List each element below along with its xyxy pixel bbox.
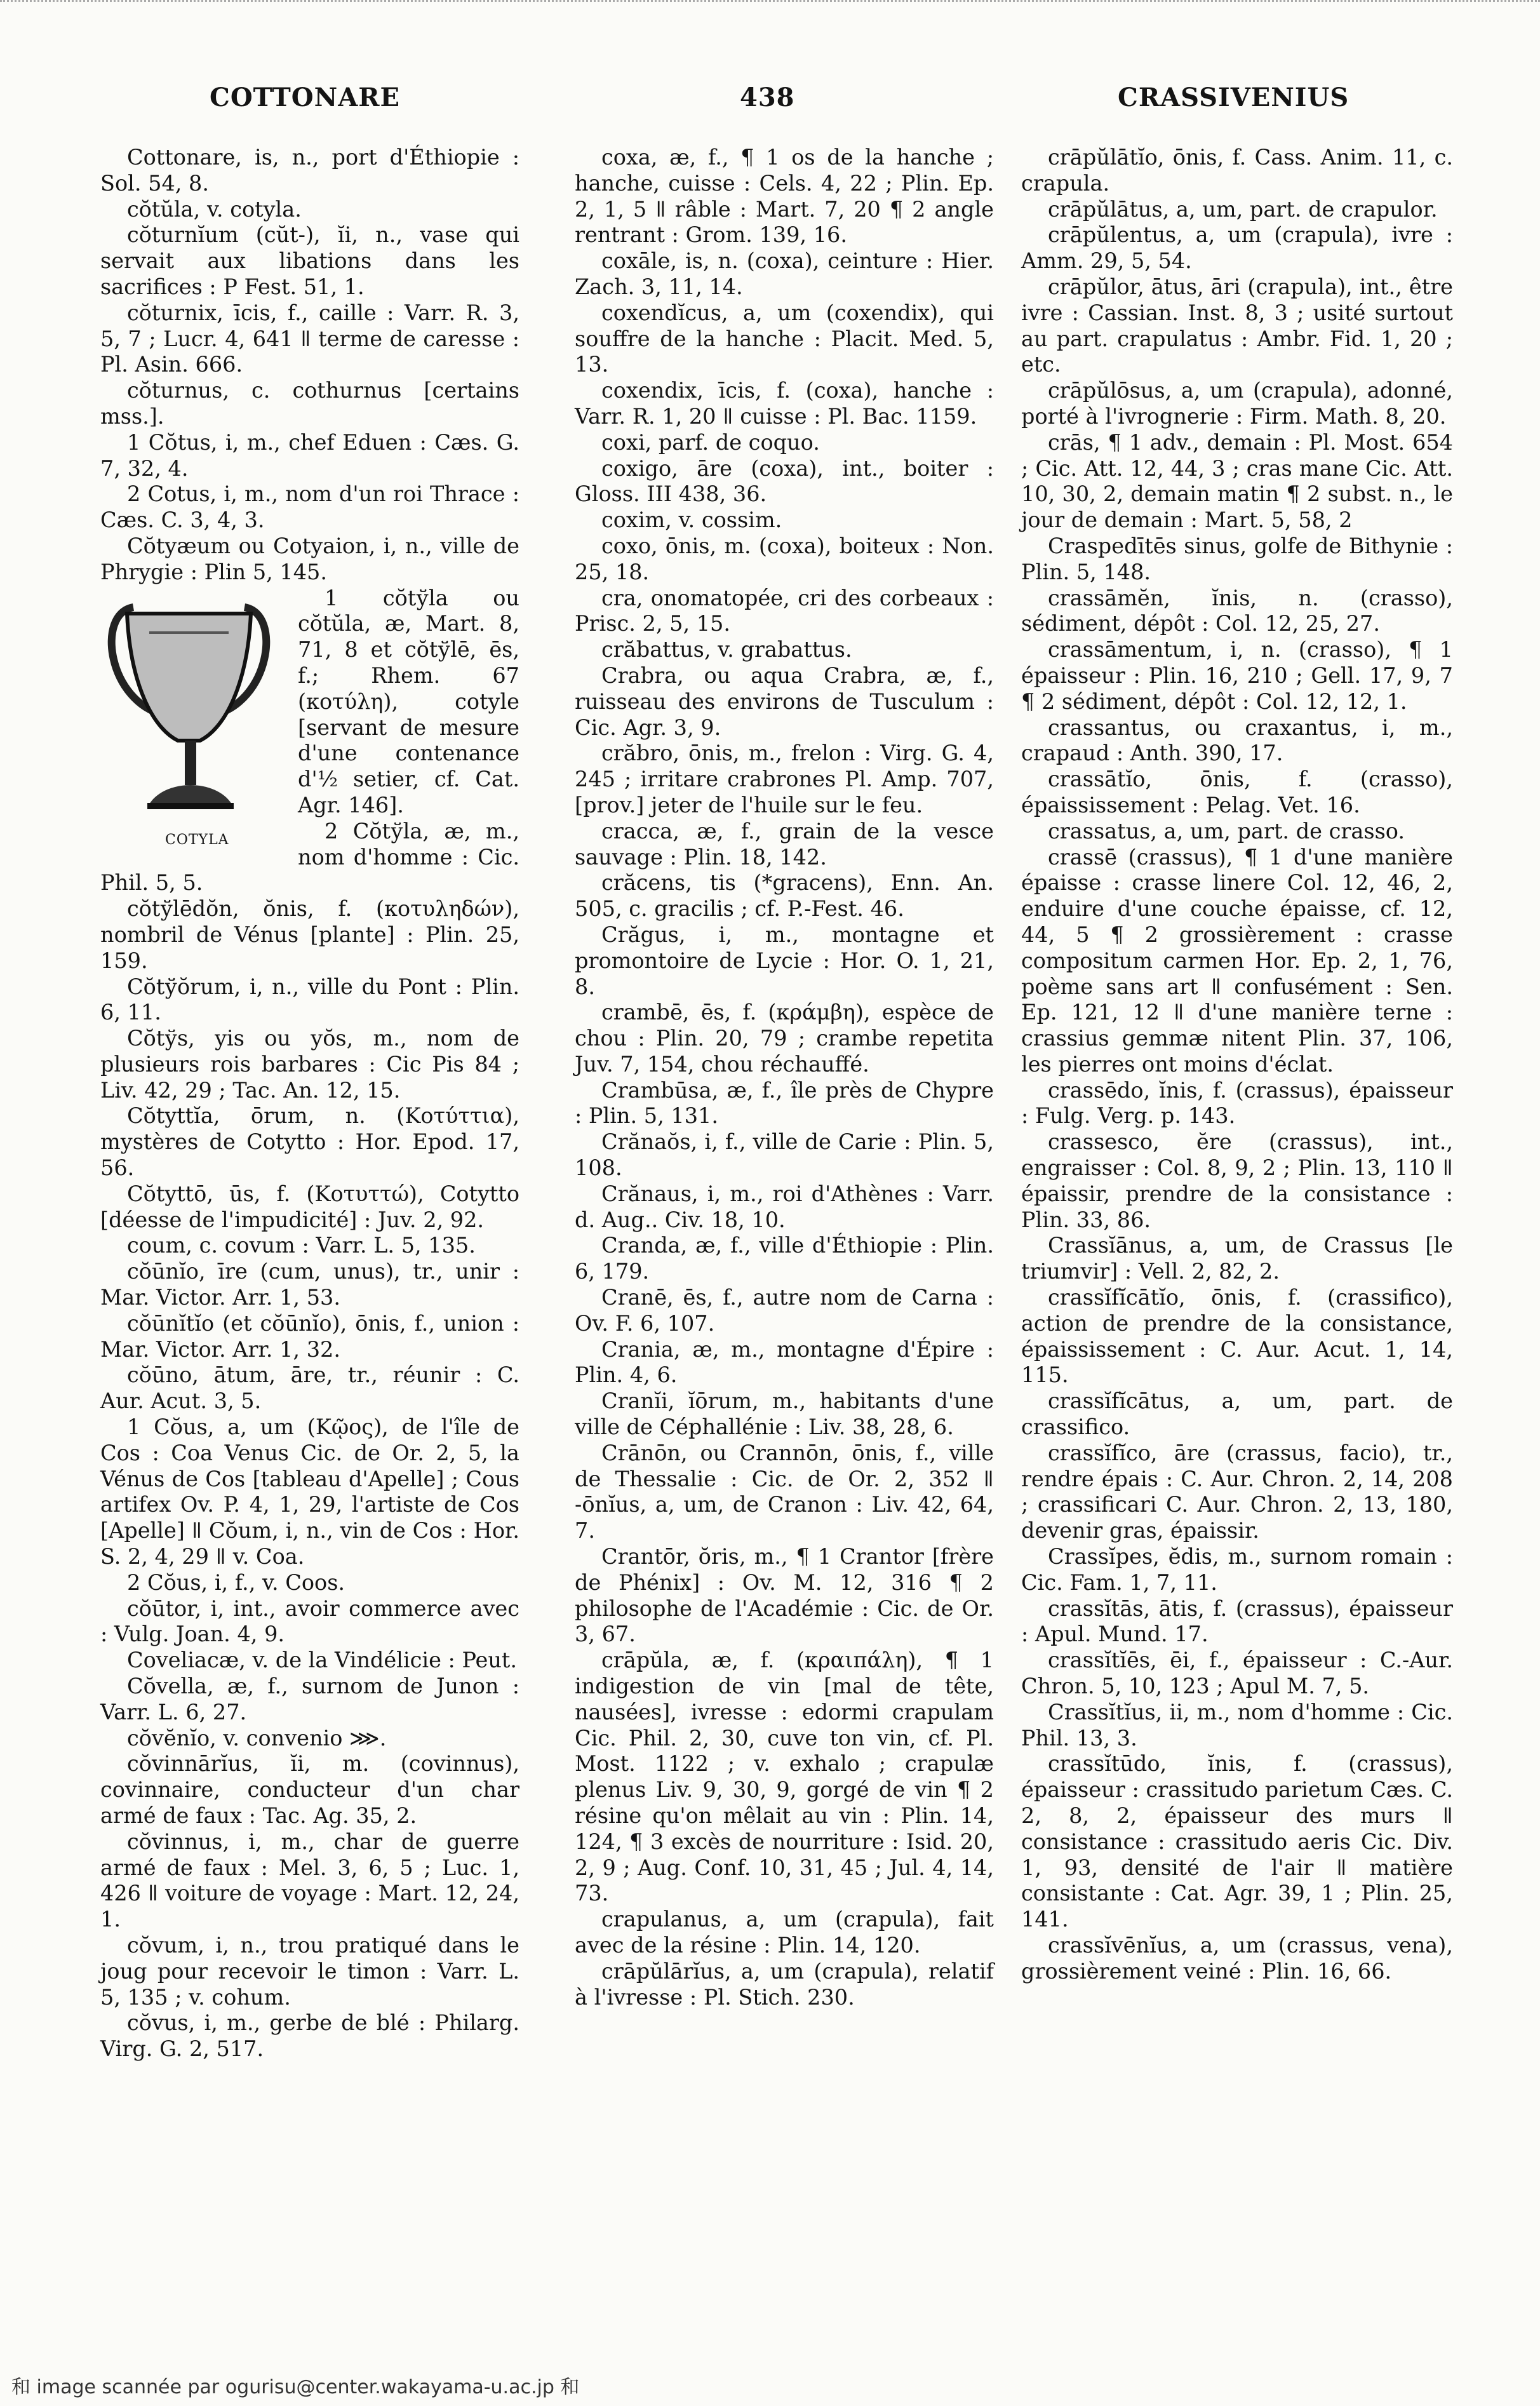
- dict-entry: 1 Cŏus, a, um (Κῷος), de l'île de Cos : Coa Venus Cic. de Or. 2, 5, la Vénus de Cos [tableau d'Apelle] ; Cous artifex Ov. P. 4, 1, 29, l'artiste de Cos [Apelle] ǁ Cŏum, i, n., vin de Cos : Hor. S. 2, 4, 29 ǁ v. Coa.: [100, 1415, 519, 1569]
- dict-entry: crassatus, a, um, part. de crasso.: [1048, 818, 1405, 843]
- dict-entry: cŏvinnus, i, m., char de guerre armé de faux : Mel. 3, 6, 5 ; Luc. 1, 426 ǁ voiture de voyage : Mart. 12, 24, 1.: [100, 1829, 519, 1932]
- dict-entry: coxim, v. cossim.: [601, 507, 782, 533]
- column-2: [575, 145, 994, 2010]
- dict-entry: crāpŭla, æ, f. (κραιπάλη), ¶ 1 indigestion de vin [mal de tête, nausées], ivresse : edormi crapulam Cic. Phil. 2, 30, cuve ton vin, cf. Pl. Most. 1122 ; v. exhalo ; crapulæ plenus Liv. 9, 30, 9, gorgé de vin ¶ 2 résine qu'on mêlait au vin : Plin. 14, 124, ¶ 3 excès de nourriture : Isid. 20, 2, 9 ; Aug. Conf. 10, 31, 45 ; Jul. 4, 14, 73.: [575, 1648, 994, 1906]
- dict-entry: crăcens, tis (*gracens), Enn. An. 505, c. gracilis ; cf. P.-Fest. 46.: [575, 870, 994, 922]
- dict-entry: Cranda, æ, f., ville d'Éthiopie : Plin. 6, 179.: [575, 1233, 994, 1284]
- dict-entry: crāpŭlentus, a, um (crapula), ivre : Amm. 29, 5, 54.: [1021, 222, 1453, 274]
- dict-entry: 1 Cŏtus, i, m., chef Eduen : Cæs. G. 7, 32, 4.: [100, 429, 519, 481]
- dict-entry: 2 Cŏus, i, f., v. Coos.: [127, 1569, 345, 1595]
- dict-entry: Cŏvella, æ, f., surnom de Junon : Varr. L. 6, 27.: [100, 1674, 519, 1724]
- dict-entry: crassĭtās, ātis, f. (crassus), épaisseur : Apul. Mund. 17.: [1021, 1596, 1453, 1647]
- dict-entry: crassēdo, ĭnis, f. (crassus), épaisseur : Fulg. Verg. p. 143.: [1021, 1077, 1453, 1129]
- running-head-left: COTTONARE: [210, 83, 400, 112]
- dict-entry: crassesco, ĕre (crassus), int., engraisser : Col. 8, 9, 2 ; Plin. 13, 110 ǁ épaissir, prendre de la consistance : Plin. 33, 86.: [1021, 1129, 1453, 1232]
- dict-entry: Cŏtyttĭa, ōrum, n. (Κοτύττια), mystères de Cotytto : Hor. Epod. 17, 56.: [100, 1103, 519, 1181]
- dict-entry: Cŏtўs, yis ou yŏs, m., nom de plusieurs rois barbares : Cic Pis 84 ; Liv. 42, 29 ; Tac. An. 12, 15.: [100, 1026, 519, 1103]
- dict-entry: crāpŭlor, ātus, āri (crapula), int., être ivre : Cassian. Inst. 8, 3 ; usité surtout au part. crapulatus : Ambr. Fid. 1, 20 ; etc.: [1021, 274, 1453, 377]
- dict-entry: cŏvinnārĭus, ĭi, m. (covinnus), covinnaire, conducteur d'un char armé de faux : Tac. Ag. 35, 2.: [100, 1751, 519, 1828]
- dict-entry: Cŏtyæum ou Cotyaion, i, n., ville de Phrygie : Plin 5, 145.: [100, 533, 519, 584]
- column-3: [1021, 145, 1453, 1985]
- dict-entry: coum, c. covum : Varr. L. 5, 135.: [127, 1233, 476, 1258]
- dict-entry: crassāmĕn, ĭnis, n. (crasso), sédiment, dépôt : Col. 12, 25, 27.: [1021, 585, 1453, 636]
- dict-entry: Cranĭi, ĭōrum, m., habitants d'une ville de Céphallénie : Liv. 38, 28, 6.: [575, 1388, 994, 1440]
- dict-entry: coxi, parf. de coquo.: [601, 429, 820, 455]
- dict-entry: cŏūno, ātum, āre, tr., réunir : C. Aur. Acut. 3, 5.: [100, 1362, 519, 1414]
- cotyla-illustration: [89, 588, 289, 855]
- dict-entry: crāpŭlātus, a, um, part. de crapulor.: [1048, 196, 1438, 222]
- dict-entry: crambē, ēs, f. (κράμβη), espèce de chou : Plin. 20, 79 ; crambe repetita Juv. 7, 154, chou réchauffé.: [575, 1000, 994, 1077]
- dict-entry: cŏvĕnĭo, v. convenio ⋙.: [127, 1725, 387, 1751]
- dict-entry: crassĭvēnĭus, a, um (crassus, vena), grossièrement veiné : Plin. 16, 66.: [1021, 1932, 1453, 1984]
- scan-credit-footer: 和 image scannée par ogurisu@center.wakayama-u.ac.jp 和: [11, 2376, 580, 2398]
- dict-entry: crassĭtūdo, ĭnis, f. (crassus), épaisseur : crassitudo parietum Cæs. C. 2, 8, 2, épaisseur des murs ǁ consistance : crassitudo aeris Cic. Div. 1, 93, densité de l'air ǁ matière consistante : Cat. Agr. 39, 1 ; Plin. 25, 141.: [1021, 1751, 1453, 1932]
- dict-entry: Crănaŏs, i, f., ville de Carie : Plin. 5, 108.: [575, 1129, 994, 1181]
- dict-entry: Crania, æ, m., montagne d'Épire : Plin. 4, 6.: [575, 1336, 994, 1388]
- dict-entry: Crantōr, ŏris, m., ¶ 1 Crantor [frère de Phénix] : Ov. M. 12, 316 ¶ 2 philosophe de l'Académie : Cic. de Or. 3, 67.: [575, 1544, 994, 1647]
- dict-entry: cŏūtor, i, int., avoir commerce avec : Vulg. Joan. 4, 9.: [100, 1596, 519, 1647]
- dict-entry: 2 Cotus, i, m., nom d'un roi Thrace : Cæs. C. 3, 4, 3.: [100, 481, 519, 533]
- cup-icon: [89, 588, 289, 842]
- column-1: [100, 145, 519, 2062]
- dict-entry: Cŏtyttō, ūs, f. (Κοτυττώ), Cotytto [déesse de l'impudicité] : Juv. 2, 92.: [100, 1181, 519, 1232]
- dict-entry: coxigo, āre (coxa), int., boiter : Gloss. III 438, 36.: [575, 455, 994, 507]
- running-head-right: CRASSIVENIUS: [1118, 83, 1349, 112]
- dict-entry: crăbattus, v. grabattus.: [601, 637, 852, 662]
- dict-entry: cŏturnĭum (cŭt-), ĭi, n., vase qui servait aux libations dans les sacrifices : P Fest. 51, 1.: [100, 222, 519, 299]
- dict-entry: crassāmentum, i, n. (crasso), ¶ 1 épaisseur : Plin. 16, 210 ; Gell. 17, 9, 7 ¶ 2 sédiment, dépôt : Col. 12, 12, 1.: [1021, 637, 1453, 714]
- dict-entry: Cŏtўŏrum, i, n., ville du Pont : Plin. 6, 11.: [100, 974, 519, 1025]
- dict-entry: crāpŭlārĭus, a, um (crapula), relatif à l'ivresse : Pl. Stich. 230.: [575, 1958, 994, 2010]
- page-number: 438: [740, 83, 795, 112]
- dict-entry: coxāle, is, n. (coxa), ceinture : Hier. Zach. 3, 11, 14.: [575, 248, 994, 299]
- dict-entry: 1 cŏtўla ou cŏtŭla, æ, Mart. 8, 71, 8 et cŏtўlē, ēs, f.; Rhem. 67 (κοτύλη), cotyle [servant de mesure d'une contenance d'½ setier, cf. Cat. Agr. 146].: [298, 585, 519, 817]
- dict-entry: cracca, æ, f., grain de la vesce sauvage : Plin. 18, 142.: [575, 818, 994, 870]
- dict-entry: cŏturnus, c. cothurnus [certains mss.].: [100, 378, 519, 429]
- dict-entry: cŏūnĭo, īre (cum, unus), tr., unir : Mar. Victor. Arr. 1, 53.: [100, 1259, 519, 1310]
- dict-entry: crassĭfĭco, āre (crassus, facio), tr., rendre épais : C. Aur. Chron. 2, 14, 208 ; crassificari C. Aur. Chron. 2, 13, 180, devenir gras, épaissir.: [1021, 1440, 1453, 1543]
- dict-entry: cŏturnix, īcis, f., caille : Varr. R. 3, 5, 7 ; Lucr. 4, 641 ǁ terme de caresse : Pl. Asin. 666.: [100, 300, 519, 377]
- dict-entry: coxendĭcus, a, um (coxendix), qui souffre de la hanche : Placit. Med. 5, 13.: [575, 300, 994, 377]
- dict-entry: Cranē, ēs, f., autre nom de Carna : Ov. F. 6, 107.: [575, 1285, 994, 1336]
- dict-entry: coxa, æ, f., ¶ 1 os de la hanche ; hanche, cuisse : Cels. 4, 22 ; Plin. Ep. 2, 1, 5 ǁ râble : Mart. 7, 20 ¶ 2 angle rentrant : Grom. 139, 16.: [575, 145, 994, 248]
- dict-entry: Crassĭpes, ĕdis, m., surnom romain : Cic. Fam. 1, 7, 11.: [1021, 1544, 1453, 1595]
- figure-caption: COTYLA: [165, 831, 229, 848]
- dict-entry: crassĭfĭcātus, a, um, part. de crassifico.: [1021, 1388, 1453, 1440]
- dict-entry: Crassĭtĭus, ii, m., nom d'homme : Cic. Phil. 13, 3.: [1021, 1699, 1453, 1751]
- dict-entry: crăbro, ōnis, m., frelon : Virg. G. 4, 245 ; irritare crabrones Pl. Amp. 707, [prov.] jeter de l'huile sur le feu.: [575, 741, 994, 817]
- dict-entry: cŏvum, i, n., trou pratiqué dans le joug pour recevoir le timon : Varr. L. 5, 135 ; v. cohum.: [100, 1932, 519, 2010]
- dict-entry: crāpŭlātĭo, ōnis, f. Cass. Anim. 11, c. crapula.: [1021, 145, 1453, 196]
- dict-entry: cŏtŭla, v. cotyla.: [127, 196, 302, 222]
- dict-entry: crāpŭlōsus, a, um (crapula), adonné, porté à l'ivrognerie : Firm. Math. 8, 20.: [1021, 378, 1453, 429]
- dict-entry: crassātĭo, ōnis, f. (crasso), épaississement : Pelag. Vet. 16.: [1021, 767, 1453, 817]
- dict-entry: coxo, ōnis, m. (coxa), boiteux : Non. 25, 18.: [575, 533, 994, 584]
- dict-entry: Crabra, ou aqua Crabra, æ, f., ruisseau des environs de Tusculum : Cic. Agr. 3, 9.: [575, 662, 994, 740]
- dict-entry: crassĭfĭcātĭo, ōnis, f. (crassifico), action de prendre de la consistance, épaississement : C. Aur. Acut. 1, 14, 115.: [1021, 1285, 1453, 1388]
- dict-entry: Coveliacæ, v. de la Vindélicie : Peut.: [127, 1648, 518, 1673]
- dict-entry: crās, ¶ 1 adv., demain : Pl. Most. 654 ; Cic. Att. 12, 44, 3 ; cras mane Cic. Att. 10, 30, 2, demain matin ¶ 2 subst. n., le jour de demain : Mart. 5, 58, 2: [1021, 429, 1453, 533]
- dict-entry: crassĭtĭēs, ēi, f., épaisseur : C.-Aur. Chron. 5, 10, 123 ; Apul M. 7, 5.: [1021, 1648, 1453, 1699]
- dict-entry: cŏūnĭtĭo (et cŏūnĭo), ōnis, f., union : Mar. Victor. Arr. 1, 32.: [100, 1310, 519, 1362]
- dict-entry: crassantus, ou craxantus, i, m., crapaud : Anth. 390, 17.: [1021, 715, 1453, 766]
- dict-entry: Craspedītēs sinus, golfe de Bithynie : Plin. 5, 148.: [1021, 533, 1453, 584]
- dict-entry: crassē (crassus), ¶ 1 d'une manière épaisse : crasse linere Col. 12, 46, 2, enduire d'une couche épaisse, cf. 12, 44, 5 ¶ 2 grossièrement : crasse compositum carmen Hor. Ep. 2, 1, 76, poème sans art ǁ confusément : Sen. Ep. 121, 12 ǁ d'une manière terne : crassius gemmæ nitent Plin. 37, 106, les pierres ont moins d'éclat.: [1021, 844, 1453, 1077]
- dict-entry: Crassĭānus, a, um, de Crassus [le triumvir] : Vell. 2, 82, 2.: [1021, 1233, 1453, 1284]
- dict-entry: Crambūsa, æ, f., île près de Chypre : Plin. 5, 131.: [575, 1077, 994, 1129]
- top-dotted-rule: [0, 0, 1540, 6]
- dict-entry: 2 Cŏtўla, æ, m., nom d'homme : Cic. Phil. 5, 5.: [100, 818, 519, 896]
- dict-entry: Cottonare, is, n., port d'Éthiopie : Sol. 54, 8.: [100, 145, 519, 196]
- dict-entry: crapulanus, a, um (crapula), fait avec de la résine : Plin. 14, 120.: [575, 1907, 994, 1958]
- dict-entry: Crăgus, i, m., montagne et promontoire de Lycie : Hor. O. 1, 21, 8.: [575, 922, 994, 999]
- dict-entry: cra, onomatopée, cri des corbeaux : Prisc. 2, 5, 15.: [575, 585, 994, 636]
- dict-entry: cŏvus, i, m., gerbe de blé : Philarg. Virg. G. 2, 517.: [100, 2010, 519, 2062]
- dict-entry: coxendix, īcis, f. (coxa), hanche : Varr. R. 1, 20 ǁ cuisse : Pl. Bac. 1159.: [575, 378, 994, 429]
- dict-entry: Crānōn, ou Crannōn, ōnis, f., ville de Thessalie : Cic. de Or. 2, 352 ǁ -ōnĭus, a, um, de Cranon : Liv. 42, 64, 7.: [575, 1440, 994, 1543]
- dict-entry: Crănaus, i, m., roi d'Athènes : Varr. d. Aug.. Civ. 18, 10.: [575, 1181, 994, 1232]
- dict-entry: cŏtўlēdŏn, ŏnis, f. (κοτυληδών), nombril de Vénus [plante] : Plin. 25, 159.: [100, 896, 519, 973]
